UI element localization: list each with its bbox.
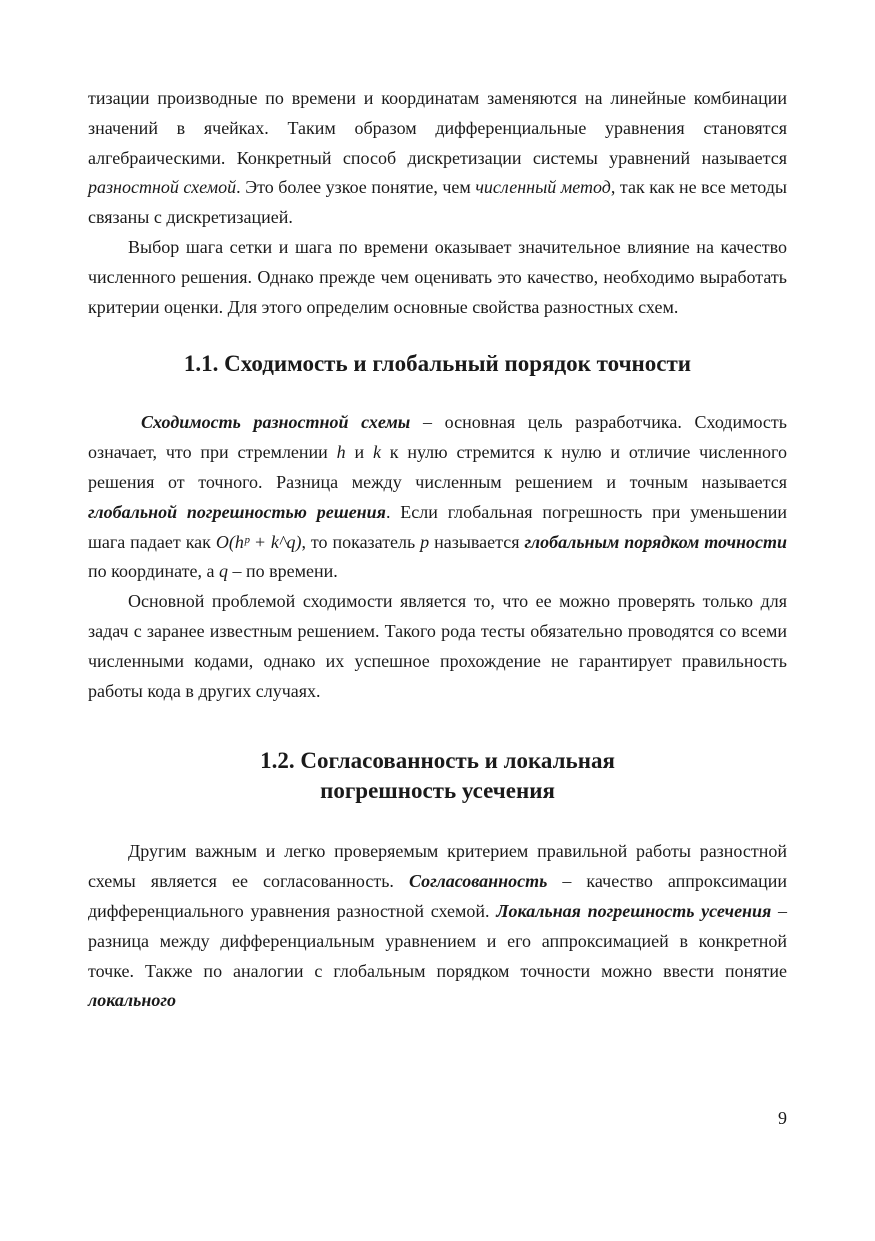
- term-global-error: глобальной погрешностью решения: [88, 501, 386, 522]
- page-number: 9: [778, 1108, 787, 1128]
- paragraph-consistency: Другим важным и легко проверяемым критерием правильной работы разностной схемы является ее согласованность. Согласованность – качество аппроксимации дифференциального уравнения разностной схемой. Локальная погрешность усечения – разница между дифференциальным уравнением и его аппроксимацией в конкретной точке. Также по аналогии с глобальным порядком точности можно ввести понятие локального: [88, 841, 788, 1011]
- term-numerical-method: численный метод: [475, 177, 611, 198]
- section-heading-convergence: 1.1. Сходимость и глобальный порядок точности: [183, 351, 692, 377]
- term-local: локального: [88, 990, 177, 1011]
- paragraph-convergence: Сходимость разностной схемы – основная цель разработчика. Сходимость означает, что при стремлении h и k к нулю стремится к нулю и отличие численного решения от точного. Разница между численным решением и точным называется глобальной погрешностью решения. Если глобальная погрешность при уменьшении шага падает как O(hᵖ + k^q), то показатель p называется глобальным порядком точности по координате, а q – по времени.: [88, 412, 788, 582]
- term-consistency: Согласованность: [408, 871, 548, 892]
- paragraph-convergence-problem: Основной проблемой сходимости является то, что ее можно проверять только для задач с заранее известным решением. Такого рода тесты обязательно проводятся со всеми численными кодами, однако их успешное прохождение не гарантирует правильность работы кода в других случаях.: [88, 591, 787, 701]
- term-convergence: Сходимость разностной схемы: [141, 412, 411, 433]
- term-local-truncation-error: Локальная погрешность усечения: [496, 900, 772, 921]
- term-difference-scheme: разностной схемой: [88, 177, 237, 198]
- section-heading-consistency: 1.2. Согласованность и локальная погрешность усечения: [260, 748, 615, 804]
- term-global-order: глобальным порядком точности: [524, 531, 788, 552]
- paragraph-grid-step: Выбор шага сетки и шага по времени оказывает значительное влияние на качество численного решения. Однако прежде чем оценивать это качество, необходимо выработать критерии оценки. Для этого определим основные свойства разностных схем.: [88, 236, 787, 317]
- formula-order: O(hᵖ + k^q): [215, 531, 302, 552]
- page-content: [88, 84, 787, 1016]
- paragraph-intro: тизации производные по времени и координатам заменяются на линейные комбинации значений в ячейках. Таким образом дифференциальные уравнения становятся алгебраическими. Конкретный способ дискретизации системы уравнений называется разностной схемой. Это более узкое понятие, чем численный метод, так как не все методы связаны с дискретизацией.: [88, 88, 788, 228]
